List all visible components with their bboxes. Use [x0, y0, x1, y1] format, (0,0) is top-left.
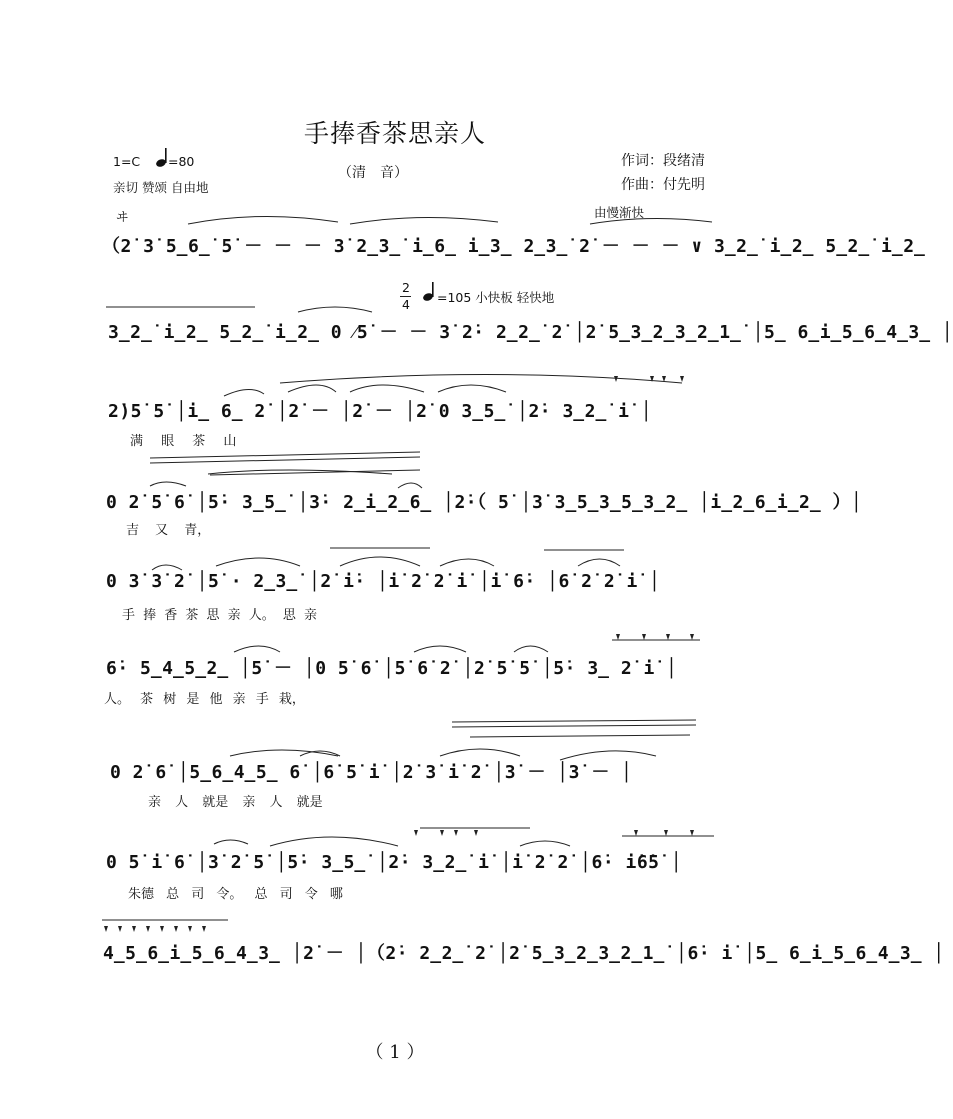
expression-mark: 亲切 赞颂 自由地	[113, 180, 209, 195]
score-row-6: 6̇· 5̲4̲5̲2̲ │5̇ － │0 5̇ 6̇ │5̇ 6̇ 2̇ │2̇ 5̇ 5̇ │5̇· 3̲ 2̇ i̇ │	[106, 658, 678, 679]
score-row-9: 4̲5̲6̲i̲5̲6̲4̲3̲ │2̇ － │（2̇· 2̲2̲̇ 2̇ │2̇ 5̲3̲2̲3̲2̲1̲̇ │6̇· i̇ │5̲ 6̲i̲5̲6̲4̲3̲ │	[103, 943, 945, 964]
score-row-5: 0 3̇ 3̇ 2̇ │5̇ · 2̲3̲̇ │2̇ i̇· │i̇ 2̇ 2̇ i̇ │i̇ 6̇· │6̇ 2̇ 2̇ i̇ │	[106, 571, 661, 592]
score-row-4: 0 2̇ 5̇ 6̇ │5̇· 3̲5̲̇ │3̇· 2̲i̲2̲6̲ │2̇·（ 5̇ │3̇ 3̲5̲3̲5̲3̲2̲ │i̲2̲6̲i̲2̲ ）│	[106, 492, 863, 513]
lyrics-row-5: 手 捧 香 茶 思 亲 人。 思 亲	[122, 608, 318, 623]
lyrics-row-4: 吉 又 青，	[126, 523, 211, 538]
lyrics-row-7: 亲 人 就是 亲 人 就是	[148, 795, 323, 810]
lyricist: 作词：段绪清	[621, 153, 705, 169]
tempo-mark: =80	[168, 154, 195, 169]
tempo-change-mark: 由慢渐快	[594, 205, 645, 220]
key-signature: 1=C	[113, 154, 141, 169]
genre-label: （清 音）	[338, 165, 408, 181]
score-row-3: 2̇)5̇ 5̇ │i̲ 6̲ 2̇ │2̇ － │2̇ － │2̇ 0 3̲5̲̇ │2̇· 3̲2̲̇ i̇ │	[108, 401, 653, 422]
time-signature-bottom: 4	[402, 297, 410, 312]
breath-mark: ヰ	[116, 209, 129, 224]
composer: 作曲：付先明	[621, 177, 705, 193]
score-row-7: 0 2̇ 6̇ │5̲6̲4̲5̲ 6̇ │6̇ 5̇ i̇ │2̇ 3̇ i̇ 2̇ │3̇ － │3̇ － │	[110, 762, 633, 783]
score-row-8: 0 5̇ i̇ 6̇ │3̇ 2̇ 5̇ │5̇· 3̲5̲̇ │2̇· 3̲2̲̇ i̇ │i̇ 2̇ 2̇ │6̇· i̇6̇5̇ │	[106, 852, 683, 873]
score-row-2: 3̲2̲̇ i̲2̲ 5̲2̲̇ i̲2̲ 0 ⁄5̇ － － 3̇ 2̇· 2̲2̲̇ 2̇ │2̇ 5̲3̲2̲3̲2̲1̲̇ │5̲ 6̲i̲5̲6̲4̲3̲ │	[108, 322, 953, 343]
page-number: （ 1 ）	[365, 1042, 425, 1063]
song-title: 手捧香茶思亲人	[303, 119, 486, 148]
time-signature-top: 2	[402, 280, 410, 295]
lyrics-row-8: 朱德 总 司 令。 总 司 令 哪	[128, 887, 343, 902]
tempo-mark-2: =105 小快板 轻快地	[437, 290, 555, 305]
score-row-1: （2̇ 3̇ 5̲6̲̇ 5̇ － － － 3̇ 2̲3̲̇ i̲6̲ i̲3̲ 2̲3̲̇ 2̇ － － － ∨ 3̲2̲̇ i̲2̲ 5̲2̲̇ i̲2̲	[102, 236, 926, 257]
lyrics-row-3: 满 眼 茶 山	[130, 434, 237, 449]
lyrics-row-6: 人。 茶 树 是 他 亲 手 栽，	[104, 692, 305, 707]
